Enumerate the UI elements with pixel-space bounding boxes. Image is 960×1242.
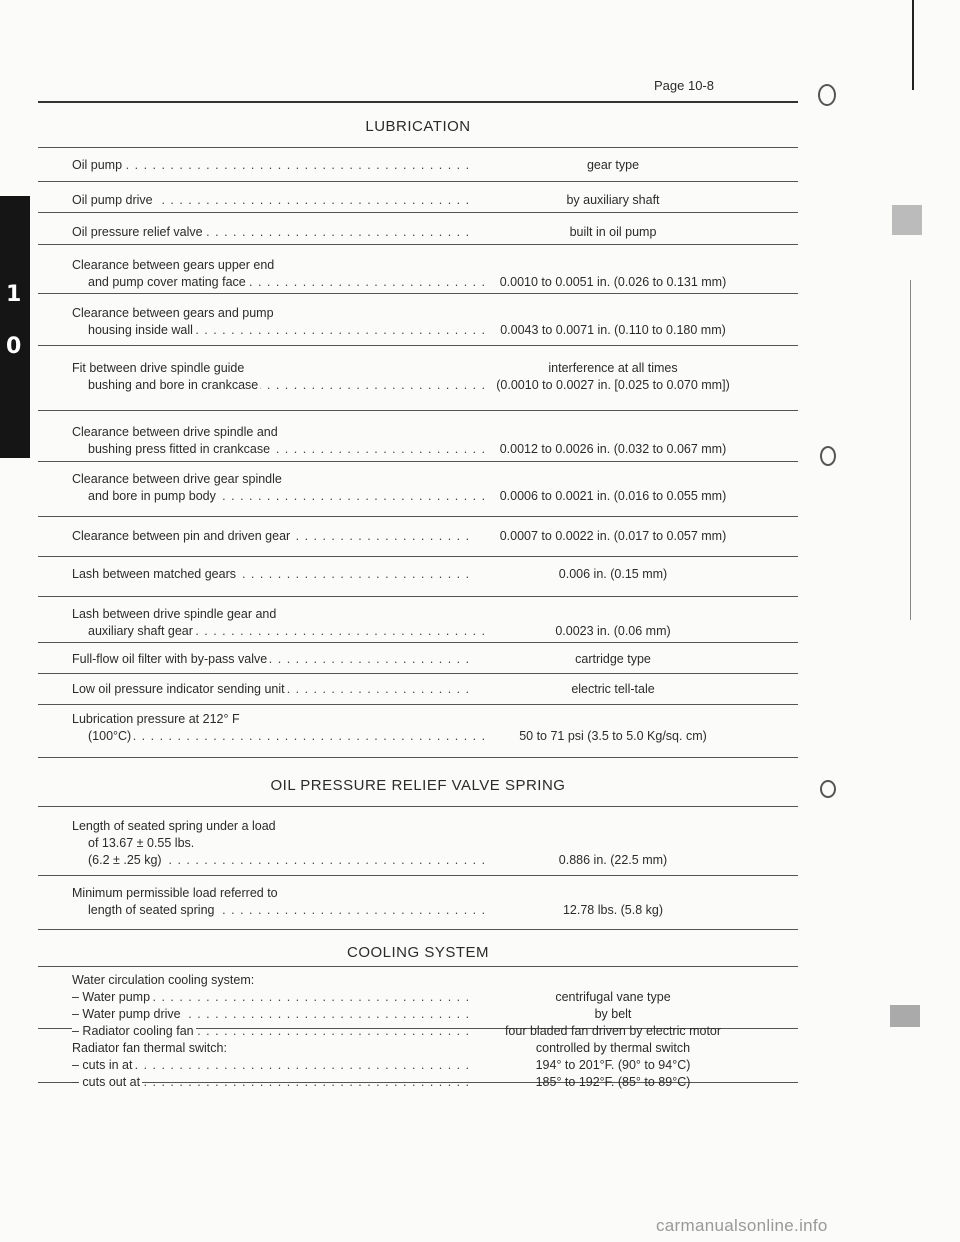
punch-hole-icon [820, 780, 836, 798]
spec-label-text: – cuts in at [72, 1058, 133, 1072]
spec-row [38, 305, 798, 339]
spec-label [72, 224, 472, 241]
spec-value: 0.006 in. (0.15 mm) [558, 567, 668, 581]
punch-hole-icon [818, 84, 836, 106]
spec-row [38, 257, 798, 291]
spec-row [38, 528, 798, 545]
spec-label [72, 711, 472, 728]
spec-label-text: Oil pump [72, 158, 123, 172]
spec-value: 12.78 lbs. (5.8 kg) [562, 903, 664, 917]
spec-row [38, 566, 798, 583]
spec-value: gear type [586, 158, 640, 172]
spec-row [38, 192, 798, 209]
spec-value: by auxiliary shaft [566, 193, 660, 207]
section-title-cooling: COOLING SYSTEM [346, 944, 490, 961]
spec-label-text: Clearance between drive spindle and [72, 425, 278, 439]
right-margin-scan-marks [870, 0, 960, 1242]
spec-label-text: – Water pump drive [72, 1007, 181, 1021]
spec-label-text: Clearance between gears upper end [72, 258, 275, 272]
spec-label [72, 192, 472, 209]
spec-label-text: Low oil pressure indicator sending unit [72, 682, 285, 696]
spec-row [38, 681, 798, 698]
page-number: Page 10-8 [654, 78, 714, 93]
divider-rule [38, 212, 798, 213]
header-rule [38, 101, 798, 103]
divider-rule [38, 345, 798, 346]
divider-rule [38, 410, 798, 411]
spec-label [72, 471, 472, 488]
spec-label-text: (100°C) [88, 729, 132, 743]
spec-label-text: Water circulation cooling system: [72, 973, 255, 987]
spec-label [88, 852, 488, 869]
spec-label [88, 902, 488, 919]
spec-label-text: – Radiator cooling fan [72, 1024, 194, 1038]
spec-label-text: length of seated spring [88, 903, 215, 917]
spec-label [72, 681, 472, 698]
spec-value: four bladed fan driven by electric motor [504, 1024, 722, 1038]
chapter-tab-digit-2: 0 [6, 334, 22, 359]
spec-value: 0.0006 to 0.0021 in. (0.016 to 0.055 mm) [499, 489, 727, 503]
spec-value: 0.0023 in. (0.06 mm) [555, 624, 671, 638]
spec-label [88, 728, 488, 745]
spec-label-text: auxiliary shaft gear [88, 624, 193, 638]
spec-label [88, 274, 488, 291]
spec-label [72, 424, 472, 441]
spec-row [38, 606, 798, 640]
spec-label-text: of 13.67 ± 0.55 lbs. [88, 836, 195, 850]
section-title-relief-spring: OIL PRESSURE RELIEF VALVE SPRING [270, 777, 566, 794]
spec-label [72, 1074, 472, 1091]
divider-rule [38, 966, 798, 967]
section-title-lubrication: LUBRICATION [365, 118, 471, 135]
spec-label [88, 835, 488, 852]
divider-rule [38, 516, 798, 517]
spec-row [38, 471, 798, 505]
divider-rule [38, 929, 798, 930]
spec-value: 50 to 71 psi (3.5 to 5.0 Kg/sq. cm) [519, 729, 707, 743]
spec-label [72, 305, 472, 322]
chapter-tab-digit-1: 1 [6, 282, 22, 307]
divider-rule [38, 642, 798, 643]
spec-value: cartridge type [575, 652, 651, 666]
spec-label-text: Oil pressure relief valve [72, 225, 203, 239]
spec-value: centrifugal vane type [555, 990, 671, 1004]
spec-label [72, 566, 472, 583]
divider-rule [38, 293, 798, 294]
divider-rule [38, 704, 798, 705]
divider-rule [38, 806, 798, 807]
spec-row [38, 885, 798, 919]
spec-value: 0.0007 to 0.0022 in. (0.017 to 0.057 mm) [499, 529, 727, 543]
spec-row [38, 818, 798, 869]
spec-value: (0.0010 to 0.0027 in. [0.025 to 0.070 mm]) [496, 378, 730, 392]
spec-label [88, 322, 488, 339]
spec-label [72, 1040, 472, 1057]
spec-label [72, 972, 472, 989]
spec-label-text: Fit between drive spindle guide [72, 361, 245, 375]
spec-value: 0.886 in. (22.5 mm) [558, 853, 668, 867]
punch-hole-icon [820, 446, 836, 466]
spec-label-text: Lash between drive spindle gear and [72, 607, 277, 621]
spec-label [72, 606, 472, 623]
spec-label-text: Lash between matched gears [72, 567, 236, 581]
divider-rule [38, 147, 798, 148]
spec-label-text: Clearance between gears and pump [72, 306, 274, 320]
spec-label [88, 377, 488, 394]
spec-value: interference at all times [548, 361, 678, 375]
spec-label-text: housing inside wall [88, 323, 193, 337]
spec-label [72, 257, 472, 274]
spec-value: by belt [594, 1007, 632, 1021]
spec-label-text: and bore in pump body [88, 489, 216, 503]
spec-label-text: Clearance between pin and driven gear [72, 529, 291, 543]
divider-rule [38, 596, 798, 597]
spec-value: built in oil pump [569, 225, 657, 239]
spec-label [72, 1023, 472, 1040]
spec-row [38, 651, 798, 668]
spec-label [72, 818, 472, 835]
spec-label [72, 885, 472, 902]
spec-label-text: Full-flow oil filter with by-pass valve [72, 652, 268, 666]
spec-label-text: Lubrication pressure at 212° F [72, 712, 240, 726]
spec-label [72, 528, 472, 545]
spec-value: 194° to 201°F. (90° to 94°C) [535, 1058, 691, 1072]
spec-label-text: – Water pump [72, 990, 151, 1004]
divider-rule [38, 181, 798, 182]
spec-label-text: Clearance between drive gear spindle [72, 472, 282, 486]
spec-label [88, 623, 488, 640]
spec-row [38, 224, 798, 241]
spec-label [72, 989, 472, 1006]
spec-label-text: Radiator fan thermal switch: [72, 1041, 227, 1055]
spec-value: 0.0010 to 0.0051 in. (0.026 to 0.131 mm) [499, 275, 727, 289]
spec-label [72, 157, 472, 174]
spec-label-text: – cuts out at [72, 1075, 141, 1089]
chapter-tab [0, 196, 30, 458]
divider-rule [38, 757, 798, 758]
spec-label-text: bushing and bore in crankcase [88, 378, 259, 392]
spec-label-text: Oil pump drive [72, 193, 153, 207]
spec-label-text: Length of seated spring under a load [72, 819, 276, 833]
spec-row [38, 424, 798, 458]
spec-label [72, 651, 472, 668]
divider-rule [38, 556, 798, 557]
spec-row [38, 1040, 798, 1091]
spec-label-text: Minimum permissible load referred to [72, 886, 278, 900]
spec-label [72, 360, 472, 377]
spec-label-text: bushing press fitted in crankcase [88, 442, 271, 456]
spec-value: 0.0012 to 0.0026 in. (0.032 to 0.067 mm) [499, 442, 727, 456]
spec-label [72, 1057, 472, 1074]
watermark: carmanualsonline.info [656, 1216, 828, 1235]
spec-value: 185° to 192°F. (85° to 89°C) [535, 1075, 691, 1089]
spec-value: electric tell-tale [571, 682, 655, 696]
spec-row [38, 711, 798, 745]
divider-rule [38, 673, 798, 674]
spec-row [38, 157, 798, 174]
divider-rule [38, 875, 798, 876]
spec-row [38, 360, 798, 394]
spec-label-text: (6.2 ± .25 kg) [88, 853, 162, 867]
divider-rule [38, 461, 798, 462]
spec-label [72, 1006, 472, 1023]
spec-value: 0.0043 to 0.0071 in. (0.110 to 0.180 mm) [500, 323, 726, 337]
spec-label [88, 441, 488, 458]
divider-rule [38, 244, 798, 245]
spec-label [88, 488, 488, 505]
spec-label-text: and pump cover mating face [88, 275, 246, 289]
spec-value: controlled by thermal switch [535, 1041, 691, 1055]
